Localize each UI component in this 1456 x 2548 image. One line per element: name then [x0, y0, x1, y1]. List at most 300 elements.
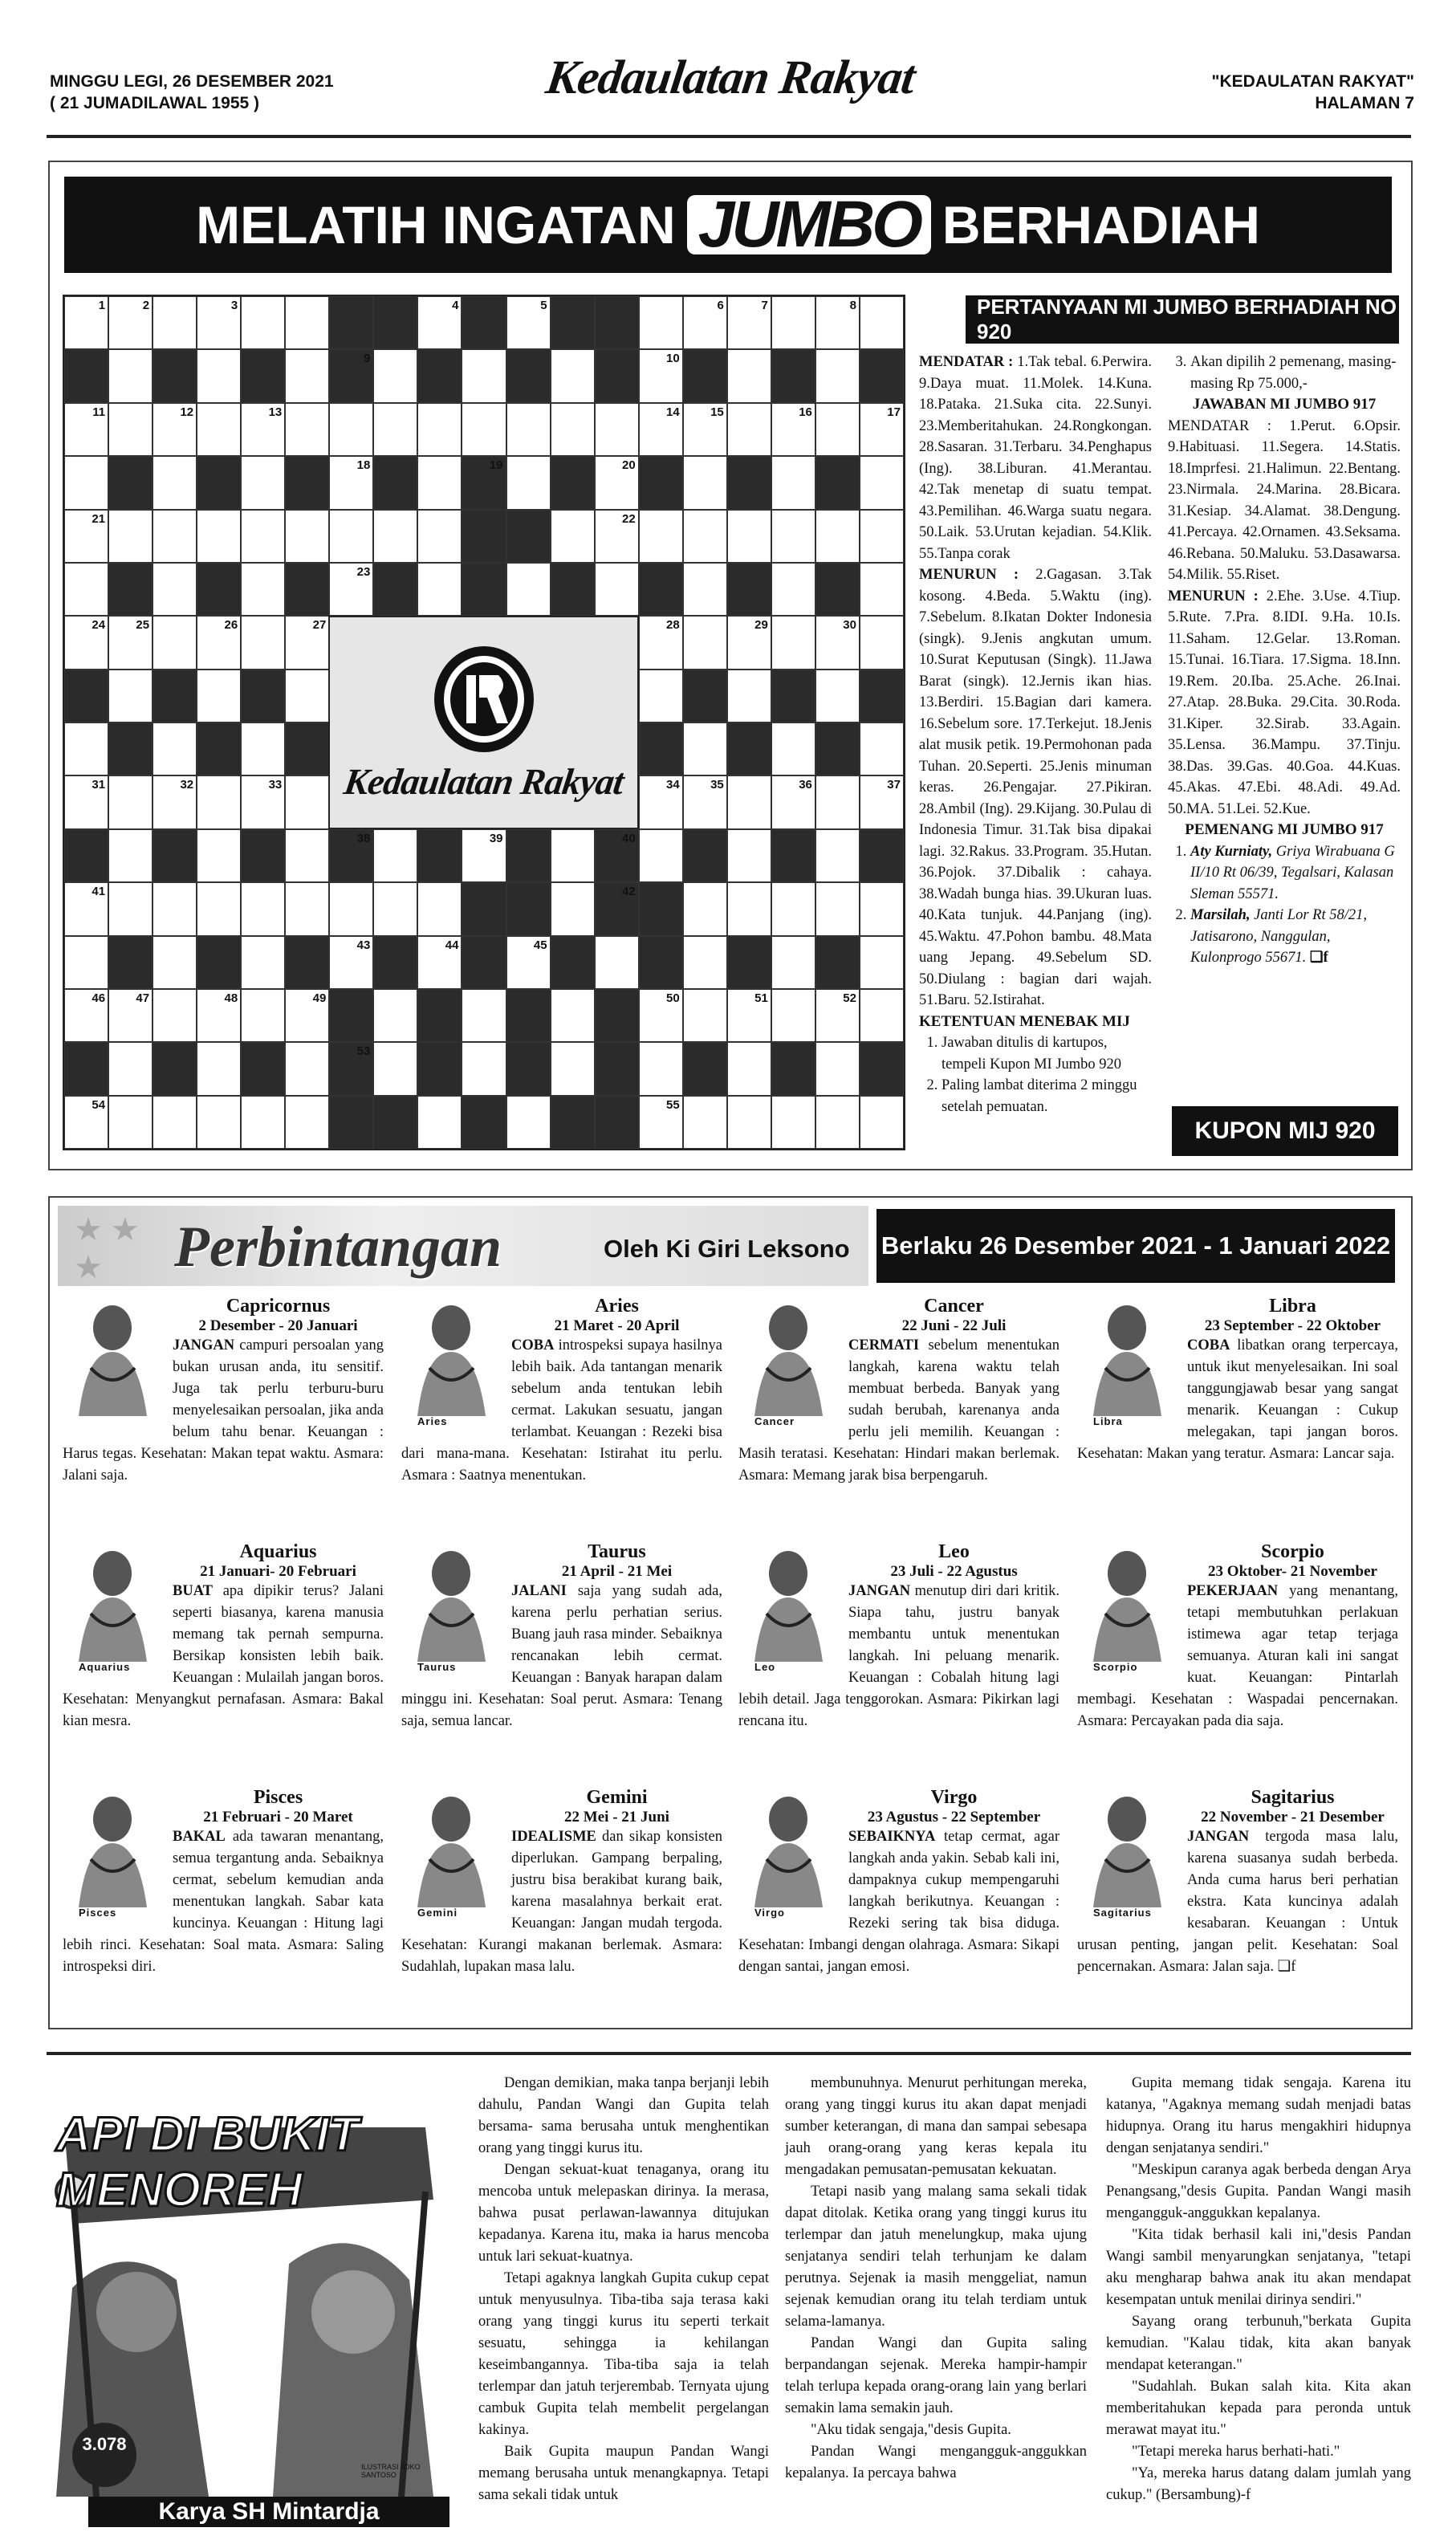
grid-cell[interactable]: [197, 829, 241, 882]
grid-cell[interactable]: [285, 1042, 329, 1095]
grid-cell[interactable]: [285, 296, 329, 349]
grid-cell[interactable]: [551, 296, 595, 349]
grid-cell[interactable]: [197, 510, 241, 563]
grid-cell[interactable]: [462, 1096, 506, 1149]
grid-cell[interactable]: [153, 349, 197, 402]
grid-cell[interactable]: [639, 722, 683, 775]
grid-cell[interactable]: [727, 670, 771, 722]
grid-cell[interactable]: [815, 296, 860, 349]
clue-number: 4: [452, 299, 459, 312]
grid-cell[interactable]: [329, 936, 373, 989]
grid-cell[interactable]: [727, 882, 771, 935]
grid-cell[interactable]: [771, 456, 815, 509]
grid-cell[interactable]: [551, 882, 595, 935]
grid-cell[interactable]: [417, 1096, 462, 1149]
grid-cell[interactable]: [683, 1042, 727, 1095]
grid-cell[interactable]: [197, 1096, 241, 1149]
grid-cell[interactable]: [197, 563, 241, 616]
grid-cell[interactable]: [815, 829, 860, 882]
grid-cell[interactable]: [462, 510, 506, 563]
grid-cell[interactable]: [771, 296, 815, 349]
clue-number: 41: [92, 885, 106, 899]
clue-number: 50: [666, 991, 680, 1005]
grid-cell[interactable]: [373, 510, 417, 563]
grid-cell[interactable]: [108, 616, 153, 669]
grid-cell[interactable]: [417, 510, 462, 563]
grid-cell[interactable]: [595, 882, 639, 935]
grid-cell[interactable]: [197, 456, 241, 509]
grid-cell[interactable]: [373, 456, 417, 509]
grid-cell[interactable]: [197, 722, 241, 775]
grid-cell[interactable]: [108, 1042, 153, 1095]
grid-cell[interactable]: [595, 456, 639, 509]
grid-cell[interactable]: [241, 936, 285, 989]
grid-cell[interactable]: [683, 616, 727, 669]
grid-cell[interactable]: [506, 1042, 551, 1095]
grid-cell[interactable]: [683, 882, 727, 935]
grid-cell[interactable]: [683, 403, 727, 456]
grid-cell[interactable]: [860, 775, 904, 828]
grid-cell[interactable]: [683, 1096, 727, 1149]
grid-cell[interactable]: [241, 775, 285, 828]
horoscope-title: Perbintangan: [174, 1215, 502, 1279]
grid-cell[interactable]: [329, 403, 373, 456]
grid-cell[interactable]: [815, 510, 860, 563]
grid-cell[interactable]: [595, 1096, 639, 1149]
grid-cell[interactable]: [64, 510, 108, 563]
grid-cell[interactable]: [595, 563, 639, 616]
grid-cell[interactable]: [64, 616, 108, 669]
grid-cell[interactable]: [417, 936, 462, 989]
grid-cell[interactable]: [771, 989, 815, 1042]
clue-number: 31: [92, 778, 106, 792]
grid-cell[interactable]: [595, 296, 639, 349]
grid-cell[interactable]: [417, 829, 462, 882]
grid-cell[interactable]: [108, 829, 153, 882]
grid-cell[interactable]: [108, 296, 153, 349]
grid-cell[interactable]: [197, 296, 241, 349]
grid-cell[interactable]: [815, 1096, 860, 1149]
grid-cell[interactable]: [595, 403, 639, 456]
grid-cell[interactable]: [241, 563, 285, 616]
grid-cell[interactable]: [285, 456, 329, 509]
story-column-1: [478, 2073, 769, 2506]
grid-cell[interactable]: [639, 349, 683, 402]
grid-cell[interactable]: [727, 563, 771, 616]
grid-cell[interactable]: [108, 936, 153, 989]
grid-cell[interactable]: [815, 563, 860, 616]
grid-cell[interactable]: [860, 829, 904, 882]
grid-cell[interactable]: [727, 775, 771, 828]
grid-cell[interactable]: [285, 722, 329, 775]
clue-number: 18: [356, 458, 371, 473]
grid-cell[interactable]: [551, 989, 595, 1042]
grid-cell[interactable]: [329, 829, 373, 882]
grid-cell[interactable]: [241, 882, 285, 935]
grid-cell[interactable]: [417, 349, 462, 402]
grid-cell[interactable]: [64, 829, 108, 882]
grid-cell[interactable]: [815, 670, 860, 722]
grid-cell[interactable]: [815, 456, 860, 509]
grid-cell[interactable]: [683, 829, 727, 882]
grid-cell[interactable]: [285, 882, 329, 935]
zodiac-label: Scorpio: [1093, 1661, 1138, 1673]
grid-cell[interactable]: [285, 403, 329, 456]
grid-cell[interactable]: [329, 510, 373, 563]
grid-cell[interactable]: [771, 670, 815, 722]
grid-cell[interactable]: [551, 1042, 595, 1095]
zodiac-date: 23 Juli - 22 Agustus: [890, 1563, 1018, 1580]
grid-cell[interactable]: [373, 1042, 417, 1095]
grid-cell[interactable]: [815, 775, 860, 828]
grid-cell[interactable]: [551, 936, 595, 989]
grid-cell[interactable]: [771, 1042, 815, 1095]
grid-cell[interactable]: [815, 936, 860, 989]
clue-number: 48: [224, 991, 238, 1005]
grid-cell[interactable]: [771, 349, 815, 402]
grid-cell[interactable]: [108, 670, 153, 722]
grid-cell[interactable]: [373, 349, 417, 402]
grid-cell[interactable]: [595, 1042, 639, 1095]
grid-cell[interactable]: [64, 456, 108, 509]
grid-cell[interactable]: [771, 882, 815, 935]
grid-cell[interactable]: [285, 616, 329, 669]
grid-cell[interactable]: [771, 403, 815, 456]
grid-cell[interactable]: [462, 296, 506, 349]
grid-cell[interactable]: [373, 936, 417, 989]
grid-cell[interactable]: [639, 1096, 683, 1149]
grid-cell[interactable]: [595, 510, 639, 563]
grid-cell[interactable]: [595, 349, 639, 402]
grid-cell[interactable]: [727, 349, 771, 402]
grid-cell[interactable]: [285, 349, 329, 402]
grid-cell[interactable]: [197, 1042, 241, 1095]
grid-cell[interactable]: [108, 563, 153, 616]
grid-cell[interactable]: [329, 1042, 373, 1095]
grid-cell[interactable]: [860, 670, 904, 722]
grid-cell[interactable]: [108, 775, 153, 828]
grid-cell[interactable]: [506, 563, 551, 616]
grid-cell[interactable]: [815, 616, 860, 669]
grid-cell[interactable]: [64, 563, 108, 616]
grid-cell[interactable]: [727, 616, 771, 669]
grid-cell[interactable]: [727, 510, 771, 563]
grid-cell[interactable]: [860, 563, 904, 616]
grid-cell[interactable]: [771, 775, 815, 828]
grid-cell[interactable]: [153, 829, 197, 882]
grid-cell[interactable]: [108, 882, 153, 935]
grid-cell[interactable]: [241, 829, 285, 882]
grid-cell[interactable]: [153, 989, 197, 1042]
grid-cell[interactable]: [373, 882, 417, 935]
grid-cell[interactable]: [551, 510, 595, 563]
grid-cell[interactable]: [285, 1096, 329, 1149]
zodiac-illustration: [63, 1296, 163, 1432]
grid-cell[interactable]: [595, 829, 639, 882]
grid-cell[interactable]: [771, 722, 815, 775]
grid-cell[interactable]: [108, 349, 153, 402]
grid-cell[interactable]: [727, 1096, 771, 1149]
grid-cell[interactable]: [639, 403, 683, 456]
grid-cell[interactable]: [373, 829, 417, 882]
grid-cell[interactable]: [197, 882, 241, 935]
grid-cell[interactable]: [727, 403, 771, 456]
grid-cell[interactable]: [153, 882, 197, 935]
grid-cell[interactable]: [197, 403, 241, 456]
grid-cell[interactable]: [241, 1042, 285, 1095]
grid-cell[interactable]: [639, 563, 683, 616]
zodiac-lead: JALANI: [511, 1583, 567, 1599]
grid-cell[interactable]: [771, 1096, 815, 1149]
grid-cell[interactable]: [551, 563, 595, 616]
grid-cell[interactable]: [727, 936, 771, 989]
grid-cell[interactable]: [462, 349, 506, 402]
grid-cell[interactable]: [64, 670, 108, 722]
grid-cell[interactable]: [727, 722, 771, 775]
grid-cell[interactable]: [551, 456, 595, 509]
grid-cell[interactable]: [64, 722, 108, 775]
grid-cell[interactable]: [595, 936, 639, 989]
grid-cell[interactable]: [639, 456, 683, 509]
grid-cell[interactable]: [153, 563, 197, 616]
grid-cell[interactable]: [462, 1042, 506, 1095]
grid-cell[interactable]: [153, 936, 197, 989]
grid-cell[interactable]: [727, 1042, 771, 1095]
grid-cell[interactable]: [860, 456, 904, 509]
grid-cell[interactable]: [815, 989, 860, 1042]
edition-date: MINGGU LEGI, 26 DESEMBER 2021: [50, 72, 334, 91]
grid-cell[interactable]: [329, 1096, 373, 1149]
grid-cell[interactable]: [241, 349, 285, 402]
grid-cell[interactable]: [153, 775, 197, 828]
grid-cell[interactable]: [506, 403, 551, 456]
grid-cell[interactable]: [241, 510, 285, 563]
grid-cell[interactable]: [683, 989, 727, 1042]
grid-cell[interactable]: [108, 989, 153, 1042]
grid-cell[interactable]: [373, 989, 417, 1042]
grid-cell[interactable]: [108, 403, 153, 456]
grid-cell[interactable]: [329, 563, 373, 616]
grid-cell[interactable]: [241, 456, 285, 509]
grid-cell[interactable]: [506, 349, 551, 402]
zodiac-name: Leo: [938, 1541, 970, 1562]
grid-cell[interactable]: [639, 1042, 683, 1095]
grid-cell[interactable]: [639, 936, 683, 989]
grid-cell[interactable]: [727, 296, 771, 349]
grid-cell[interactable]: [462, 456, 506, 509]
grid-cell[interactable]: [815, 882, 860, 935]
grid-cell[interactable]: [153, 616, 197, 669]
grid-cell[interactable]: [815, 722, 860, 775]
grid-cell[interactable]: [417, 403, 462, 456]
grid-cell[interactable]: [551, 349, 595, 402]
grid-cell[interactable]: [639, 882, 683, 935]
grid-cell[interactable]: [285, 510, 329, 563]
grid-cell[interactable]: [64, 775, 108, 828]
grid-cell[interactable]: [683, 296, 727, 349]
grid-cell[interactable]: [417, 456, 462, 509]
grid-cell[interactable]: [64, 403, 108, 456]
grid-cell[interactable]: [860, 936, 904, 989]
grid-cell[interactable]: [64, 989, 108, 1042]
grid-cell[interactable]: [683, 936, 727, 989]
grid-cell[interactable]: [860, 1096, 904, 1149]
grid-cell[interactable]: [285, 670, 329, 722]
grid-cell[interactable]: [329, 349, 373, 402]
zodiac-name: Virgo: [930, 1787, 978, 1808]
grid-cell[interactable]: [639, 775, 683, 828]
clue-number: 37: [887, 778, 901, 792]
grid-cell[interactable]: [153, 510, 197, 563]
grid-cell[interactable]: [285, 563, 329, 616]
grid-cell[interactable]: [506, 829, 551, 882]
grid-cell[interactable]: [197, 616, 241, 669]
grid-cell[interactable]: [771, 510, 815, 563]
grid-cell[interactable]: [153, 1042, 197, 1095]
grid-cell[interactable]: [595, 989, 639, 1042]
grid-cell[interactable]: [417, 1042, 462, 1095]
grid-cell[interactable]: [462, 989, 506, 1042]
grid-cell[interactable]: [197, 670, 241, 722]
grid-cell[interactable]: [683, 563, 727, 616]
grid-cell[interactable]: [771, 936, 815, 989]
grid-cell[interactable]: [683, 722, 727, 775]
grid-cell[interactable]: [197, 989, 241, 1042]
grid-cell[interactable]: [417, 296, 462, 349]
clue-number: 25: [136, 618, 150, 633]
grid-cell[interactable]: [108, 722, 153, 775]
grid-cell[interactable]: [417, 989, 462, 1042]
grid-cell[interactable]: [241, 403, 285, 456]
grid-cell[interactable]: [860, 989, 904, 1042]
grid-cell[interactable]: [683, 456, 727, 509]
grid-cell[interactable]: [241, 616, 285, 669]
grid-cell[interactable]: [771, 616, 815, 669]
grid-cell[interactable]: [64, 296, 108, 349]
grid-cell[interactable]: [329, 882, 373, 935]
grid-cell[interactable]: [462, 936, 506, 989]
grid-cell[interactable]: [329, 989, 373, 1042]
grid-cell[interactable]: [285, 775, 329, 828]
grid-cell[interactable]: [506, 296, 551, 349]
grid-cell[interactable]: [153, 296, 197, 349]
grid-cell[interactable]: [639, 296, 683, 349]
grid-cell[interactable]: [506, 510, 551, 563]
grid-cell[interactable]: [285, 989, 329, 1042]
grid-cell[interactable]: [506, 989, 551, 1042]
grid-cell[interactable]: [506, 456, 551, 509]
grid-cell[interactable]: [417, 563, 462, 616]
grid-cell[interactable]: [506, 882, 551, 935]
grid-cell[interactable]: [551, 1096, 595, 1149]
pemenang-item: [1190, 841, 1401, 906]
grid-cell[interactable]: [462, 403, 506, 456]
grid-cell[interactable]: [373, 563, 417, 616]
grid-cell[interactable]: [108, 456, 153, 509]
grid-cell[interactable]: [153, 722, 197, 775]
grid-cell[interactable]: [551, 403, 595, 456]
grid-cell[interactable]: [153, 670, 197, 722]
grid-cell[interactable]: [860, 510, 904, 563]
grid-cell[interactable]: [639, 616, 683, 669]
grid-cell[interactable]: [683, 670, 727, 722]
grid-cell[interactable]: [108, 510, 153, 563]
grid-cell[interactable]: [241, 1096, 285, 1149]
grid-cell[interactable]: [771, 563, 815, 616]
grid-cell[interactable]: [683, 510, 727, 563]
grid-cell[interactable]: [462, 563, 506, 616]
grid-cell[interactable]: [860, 722, 904, 775]
grid-cell[interactable]: [815, 1042, 860, 1095]
grid-cell[interactable]: [639, 510, 683, 563]
grid-cell[interactable]: [639, 670, 683, 722]
zodiac-aries: [401, 1296, 722, 1487]
grid-cell[interactable]: [153, 1096, 197, 1149]
grid-cell[interactable]: [639, 829, 683, 882]
grid-cell[interactable]: [373, 296, 417, 349]
grid-cell[interactable]: [815, 349, 860, 402]
clue-number: 36: [799, 778, 812, 792]
grid-cell[interactable]: [373, 403, 417, 456]
grid-cell[interactable]: [639, 989, 683, 1042]
hijri-date: ( 21 JUMADILAWAL 1955 ): [50, 94, 260, 112]
grid-cell[interactable]: [241, 670, 285, 722]
grid-cell[interactable]: [771, 829, 815, 882]
grid-cell[interactable]: [241, 989, 285, 1042]
grid-cell[interactable]: [64, 1042, 108, 1095]
grid-cell[interactable]: [241, 722, 285, 775]
grid-cell[interactable]: [285, 829, 329, 882]
grid-cell[interactable]: [64, 882, 108, 935]
grid-cell[interactable]: [197, 936, 241, 989]
grid-cell[interactable]: [64, 1096, 108, 1149]
grid-cell[interactable]: [683, 349, 727, 402]
grid-cell[interactable]: [329, 296, 373, 349]
grid-cell[interactable]: [506, 936, 551, 989]
grid-cell[interactable]: [860, 882, 904, 935]
grid-cell[interactable]: [551, 829, 595, 882]
grid-cell[interactable]: [860, 403, 904, 456]
grid-cell[interactable]: [153, 403, 197, 456]
grid-cell[interactable]: [506, 1096, 551, 1149]
winner-address: Griya Wirabuana G II/10 Rt 06/39, Tegalsari, Kalasan Sleman 55571.: [1190, 843, 1395, 902]
grid-cell[interactable]: [727, 989, 771, 1042]
grid-cell[interactable]: [860, 296, 904, 349]
grid-cell[interactable]: [241, 296, 285, 349]
grid-cell[interactable]: [462, 882, 506, 935]
grid-cell[interactable]: [64, 936, 108, 989]
grid-cell[interactable]: [108, 1096, 153, 1149]
grid-cell[interactable]: [153, 456, 197, 509]
grid-cell[interactable]: [727, 456, 771, 509]
grid-cell[interactable]: [197, 349, 241, 402]
grid-cell[interactable]: [462, 829, 506, 882]
grid-cell[interactable]: [64, 349, 108, 402]
grid-cell[interactable]: [329, 456, 373, 509]
grid-cell[interactable]: [860, 1042, 904, 1095]
grid-cell[interactable]: [860, 349, 904, 402]
grid-cell[interactable]: [860, 616, 904, 669]
kupon-box[interactable]: KUPON MIJ 920: [1172, 1106, 1398, 1156]
grid-cell[interactable]: [727, 829, 771, 882]
grid-cell[interactable]: [197, 775, 241, 828]
grid-cell[interactable]: [815, 403, 860, 456]
grid-cell[interactable]: [417, 882, 462, 935]
jawaban-heading: JAWABAN MI JUMBO 917: [1192, 396, 1377, 413]
grid-cell[interactable]: [683, 775, 727, 828]
grid-cell[interactable]: [285, 936, 329, 989]
grid-cell[interactable]: [373, 1096, 417, 1149]
